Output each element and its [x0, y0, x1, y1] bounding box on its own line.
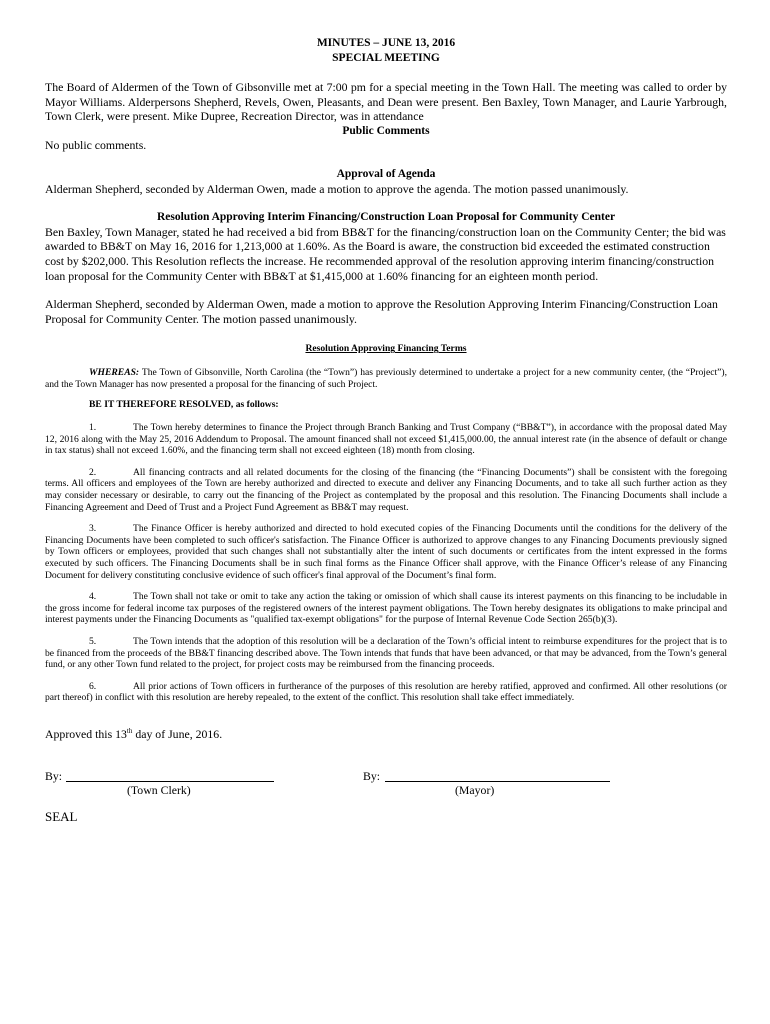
by-label-right: By: [363, 769, 381, 784]
item-text: The Town shall not take or omit to take any action the taking or omission of which shall cause its interest payments on this financing to be includable in the gross income for federal income tax purposes of the registered owners of the interest payment obligations. The Town hereby designates its obligations to make principal and interest payments under the Financing Documents as "qualified tax-exempt obligations" for the purpose of Internal Revenue Code Section 265(b)(3). [45, 591, 727, 626]
resolution-title: Resolution Approving Financing Terms [305, 343, 467, 355]
resolution-item-6 [45, 681, 727, 704]
agenda-heading: Approval of Agenda [336, 167, 436, 180]
minutes-title: MINUTES – JUNE 13, 2016 [316, 37, 456, 49]
whereas-label: WHEREAS: [89, 367, 140, 379]
intro-paragraph: The Board of Aldermen of the Town of Gibsonville met at 7:00 pm for a special meeting in the Town Hall. The meeting was called to order by Mayor Williams. Alderpersons Shepherd, Revels, Owen, Pleasants, and Dean were present. Ben Baxley, Town Manager, and Laurie Yarbrough, Town Clerk, were present. Mike Dupree, Recreation Director, was in attendance [45, 80, 727, 124]
approved-prefix: Approved this 13 [45, 726, 127, 741]
public-comments-heading: Public Comments [342, 124, 430, 137]
interim-text-1: Ben Baxley, Town Manager, stated he had received a bid from BB&T for the financing/construction loan on the Community Center; the bid was awarded to BB&T on May 16, 2016 for 1,213,000 at 1.60%. As the Board is aware, the construction bid exceeded the estimated construction cost by $202,000. This Resolution reflects the increase. He recommended approval of the resolution approving interim financing/construction loan proposal for the Community Center with BB&T at $1,415,000 at 1.60% financing for an eighteen month period. [45, 224, 726, 283]
interim-text-2: Alderman Shepherd, seconded by Alderman Owen, made a motion to approve the Resolution Approving Interim Financing/Construction Loan Proposal for Community Center. The motion passed unanimously. [45, 297, 718, 326]
item-text: All financing contracts and all related documents for the closing of the financing (the “Financing Documents”) shall be consistent with the foregoing terms. All officers and employees of the Town are hereby authorized and directed to execute and deliver any Financing Documents, and to take all such further action as they may consider necessary or desirable, to carry out the financing of the Project as contemplated by the proposal and this resolution. The Financing Documents shall include a Financing Agreement and Deed of Trust and a Project Fund Agreement as BB&T may request. [45, 466, 727, 513]
seal-label: SEAL [45, 809, 78, 825]
signature-row [45, 769, 727, 797]
approved-suffix: day of June, 2016. [132, 726, 223, 741]
interim-heading: Resolution Approving Interim Financing/Construction Loan Proposal for Community Center [156, 211, 616, 224]
approved-line [45, 724, 727, 742]
agenda-text: Alderman Shepherd, seconded by Alderman Owen, made a motion to approve the agenda. The motion passed unanimously. [45, 181, 629, 196]
mayor-caption: (Mayor) [455, 783, 495, 798]
item-text: The Town hereby determines to finance the Project through Branch Banking and Trust Company (“BB&T”), in accordance with the proposal dated May 12, 2016 along with the May 25, 2016 Addendum to Proposal. The amount financed shall not exceed $1,415,000.00, the annual interest rate (in the absence of default or change in tax status) shall not exceed 1.60%, and the financing term shall not exceed eighteen (18) month from closing. [45, 422, 727, 457]
item-text: The Town intends that the adoption of this resolution will be a declaration of the Town’s official intent to reimburse expenditures for the project that is to be financed from the proceeds of the BB&T financing described above. The Town intends that funds that have been advanced, or that may be advanced, from the Town’s general fund, or any other Town fund related to the project, for project costs may be reimbursed from the financing proceeds. [45, 636, 727, 671]
item-number: 2. [89, 466, 97, 478]
resolution-item-1 [45, 422, 727, 457]
item-number: 3. [89, 523, 97, 535]
whereas-paragraph [45, 367, 727, 390]
town-clerk-signature-line[interactable] [66, 769, 274, 782]
item-number: 6. [89, 680, 97, 692]
document-page [45, 36, 727, 825]
mayor-signature-line[interactable] [385, 769, 610, 782]
item-text: All prior actions of Town officers in furtherance of the purposes of this resolution are hereby ratified, approved and confirmed. All other resolutions (or part thereof) in conflict with this resolution are hereby repealed, to the extent of the conflict. This resolution shall take effect immediately. [45, 680, 727, 704]
item-number: 5. [89, 636, 97, 647]
item-text: The Finance Officer is hereby authorized and directed to hold executed copies of the Financing Documents until the conditions for the delivery of the Financing Documents have been completed to such officer's satisfaction. The Finance Officer is authorized to approve changes to any Financing Documents previously signed by Town officers or employees, provided that such changes shall not substantially alter the intent of such documents or certificates from the intent expressed in the forms executed by such officers. The Financing Documents shall be in such final forms as the Finance Officer shall approve, with the Finance Officer’s release of any Financing Document for delivery constituting conclusive evidence of such officer's final approval of the Document’s final form. [45, 523, 727, 581]
approved-sup: th [126, 726, 133, 735]
whereas-text: The Town of Gibsonville, North Carolina (the “Town”) has previously determined to undertake a project for a new community center, (the “Project”), and the Town Manager has now presented a proposal for the financing of such Project. [45, 367, 727, 390]
public-comments-text: No public comments. [45, 138, 147, 153]
meeting-type: SPECIAL MEETING [332, 52, 440, 64]
resolved-heading [45, 399, 727, 411]
by-label-left: By: [45, 769, 63, 784]
item-number: 4. [89, 591, 97, 603]
resolution-item-5 [45, 636, 727, 671]
town-clerk-caption: (Town Clerk) [127, 783, 191, 798]
resolution-item-2 [45, 467, 727, 513]
resolution-item-4 [45, 591, 727, 626]
resolved-text: BE IT THEREFORE RESOLVED, as follows: [89, 398, 279, 410]
resolution-item-3 [45, 523, 727, 581]
item-number: 1. [89, 422, 97, 434]
